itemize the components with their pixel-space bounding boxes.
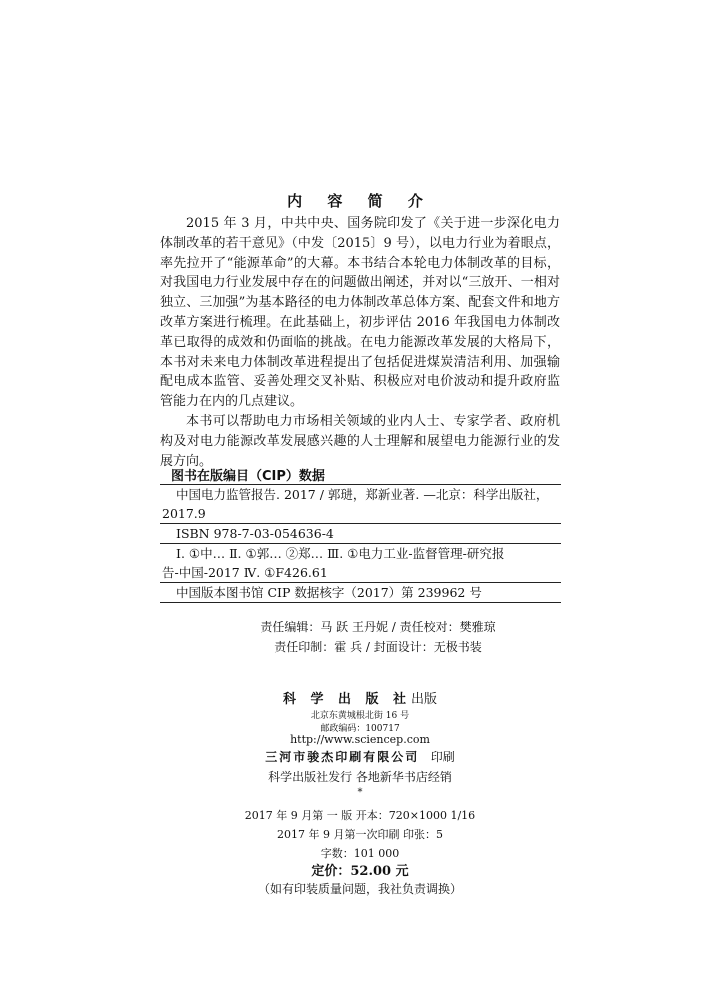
cip-number-row [160, 583, 561, 602]
printer-line [0, 748, 720, 765]
cip-title-row [160, 485, 561, 524]
cip-isbn: ISBN 978-7-03-054636-4 [176, 526, 334, 541]
cip-class-line-cont: 告-中国-2017 Ⅳ. ①F426.61 [162, 565, 328, 580]
separator-asterisk: * [357, 787, 363, 798]
printing-line: 2017 年 9 月第一次印刷 印张：5 [277, 828, 443, 841]
printer-name: 三河市骏杰印刷有限公司 [265, 750, 420, 764]
price: 定价：52.00 元 [311, 864, 409, 879]
cip-title-line: 中国电力监管报告. 2017 / 郭琎，郑新业著. —北京：科学出版社， [176, 487, 549, 502]
word-count: 字数：101 000 [320, 847, 400, 860]
responsibility-printing: 责任印制：霍 兵 / 封面设计：无极书装 [274, 640, 482, 654]
publisher-address: 北京东黄城根北街 16 号 [310, 711, 410, 721]
summary-title: 内 容 简 介 [287, 192, 433, 210]
cip-number: 中国版本图书馆 CIP 数据核字（2017）第 239962 号 [176, 585, 482, 600]
responsibility-editors: 责任编辑：马 跃 王丹妮 / 责任校对：樊雅琼 [260, 620, 496, 634]
cip-isbn-row [160, 524, 561, 544]
summary-paragraph-2: 本书可以帮助电力市场相关领域的业内人士、专家学者、政府机构及对电力能源改革发展感兴趣的人士理解和展望电力能源行业的发展方向。 [160, 413, 560, 469]
summary-paragraph-1: 2015 年 3 月，中共中央、国务院印发了《关于进一步深化电力体制改革的若干意见》（中发〔2015〕9 号），以电力行业为着眼点，率先拉开了“能源革命”的大幕。本书结合本轮电力体制改革的目标，对我国电力行业发展中存在的问题做出阐述，并对以“三放开、一相对独立、三加强”为基本路径的电力体制改革总体方案、配套文件和地方改革方案进行梳理。在此基础上，初步评估 2016 年我国电力体制改革已取得的成效和仍面临的挑战。在电力能源改革发展的大格局下，本书对未来电力体制改革进程提出了包括促进煤炭清洁利用、加强输配电成本监管、妥善处理交叉补贴、积极应对电价波动和提升政府监管能力在内的几点建议。 [160, 216, 560, 410]
cip-title-line-cont: 2017.9 [162, 506, 206, 521]
summary-body [160, 214, 560, 471]
distribution-line: 科学出版社发行 各地新华书店经销 [268, 770, 452, 784]
publisher-name: 科 学 出 版 社 [282, 692, 412, 707]
quality-note: （如有印装质量问题，我社负责调换） [257, 882, 462, 896]
publisher-postcode: 邮政编码：100717 [320, 724, 400, 734]
publisher-line [0, 688, 720, 707]
cip-data-box [160, 484, 561, 603]
cip-class-row [160, 544, 561, 583]
publisher-suffix: 出版 [411, 692, 438, 707]
edition-line: 2017 年 9 月第 一 版 开本：720×1000 1/16 [244, 809, 476, 822]
printer-suffix: 印刷 [430, 750, 455, 764]
publisher-website: http://www.sciencep.com [290, 733, 430, 746]
cip-class-line: Ⅰ. ①中… Ⅱ. ①郭… ②郑… Ⅲ. ①电力工业-监督管理-研究报 [176, 546, 505, 561]
cip-heading: 图书在版编目（CIP）数据 [171, 469, 325, 484]
